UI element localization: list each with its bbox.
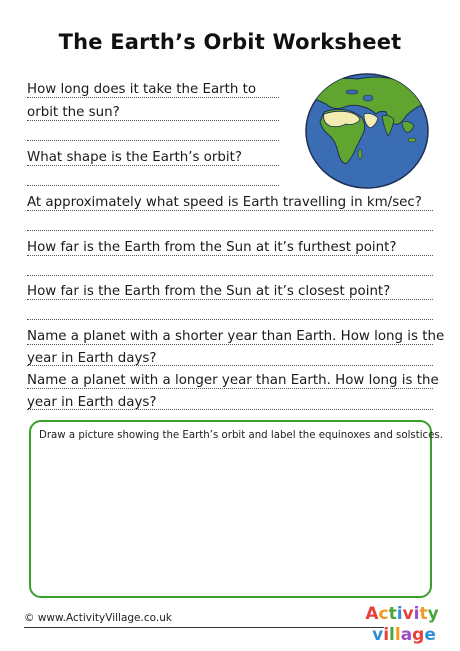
- answer-line-2: [27, 185, 279, 186]
- question-1-dotted-line-2: [27, 120, 279, 121]
- question-6-line-2: year in Earth days?: [27, 351, 157, 366]
- question-4: How far is the Earth from the Sun at it’s furthest point?: [27, 240, 397, 255]
- footer-divider: [24, 627, 384, 628]
- question-3-dotted-line: [27, 210, 433, 211]
- question-4-dotted-line: [27, 255, 433, 256]
- question-7-line-1: Name a planet with a longer year than Earth. How long is the: [27, 373, 439, 388]
- answer-line-3: [27, 230, 433, 231]
- question-3: At approximately what speed is Earth travelling in km/sec?: [27, 195, 422, 210]
- question-7-dotted-line-2: [27, 409, 433, 410]
- question-1-dotted-line-1: [27, 97, 279, 98]
- question-2: What shape is the Earth’s orbit?: [27, 150, 242, 165]
- earth-globe-icon: [302, 70, 432, 192]
- madagascar-land: [358, 149, 362, 159]
- caspian-sea: [363, 95, 373, 101]
- question-2-dotted-line: [27, 165, 279, 166]
- question-6-line-1: Name a planet with a shorter year than Earth. How long is the: [27, 329, 445, 344]
- question-5-dotted-line: [27, 299, 433, 300]
- question-5: How far is the Earth from the Sun at it’s closest point?: [27, 284, 391, 299]
- question-6-dotted-line-1: [27, 344, 433, 345]
- footer-copyright: © www.ActivityVillage.co.uk: [24, 612, 172, 624]
- answer-line-5: [27, 319, 433, 320]
- drawing-area[interactable]: [29, 420, 443, 598]
- drawing-prompt: Draw a picture showing the Earth’s orbit and label the equinoxes and solstices.: [39, 430, 443, 441]
- indonesia-island: [408, 138, 416, 142]
- answer-line-1: [27, 140, 279, 141]
- question-1-line-2: orbit the sun?: [27, 105, 120, 120]
- answer-line-4: [27, 275, 433, 276]
- logo-top-text: Activity: [365, 604, 439, 624]
- black-sea: [346, 90, 358, 94]
- activity-village-logo: [362, 600, 442, 644]
- question-1-line-1: How long does it take the Earth to: [27, 82, 257, 97]
- question-6-dotted-line-2: [27, 365, 433, 366]
- question-7-dotted-line-1: [27, 388, 433, 389]
- question-7-line-2: year in Earth days?: [27, 395, 157, 410]
- logo-bottom-text: village: [372, 625, 436, 644]
- worksheet-title: The Earth’s Orbit Worksheet: [58, 30, 402, 54]
